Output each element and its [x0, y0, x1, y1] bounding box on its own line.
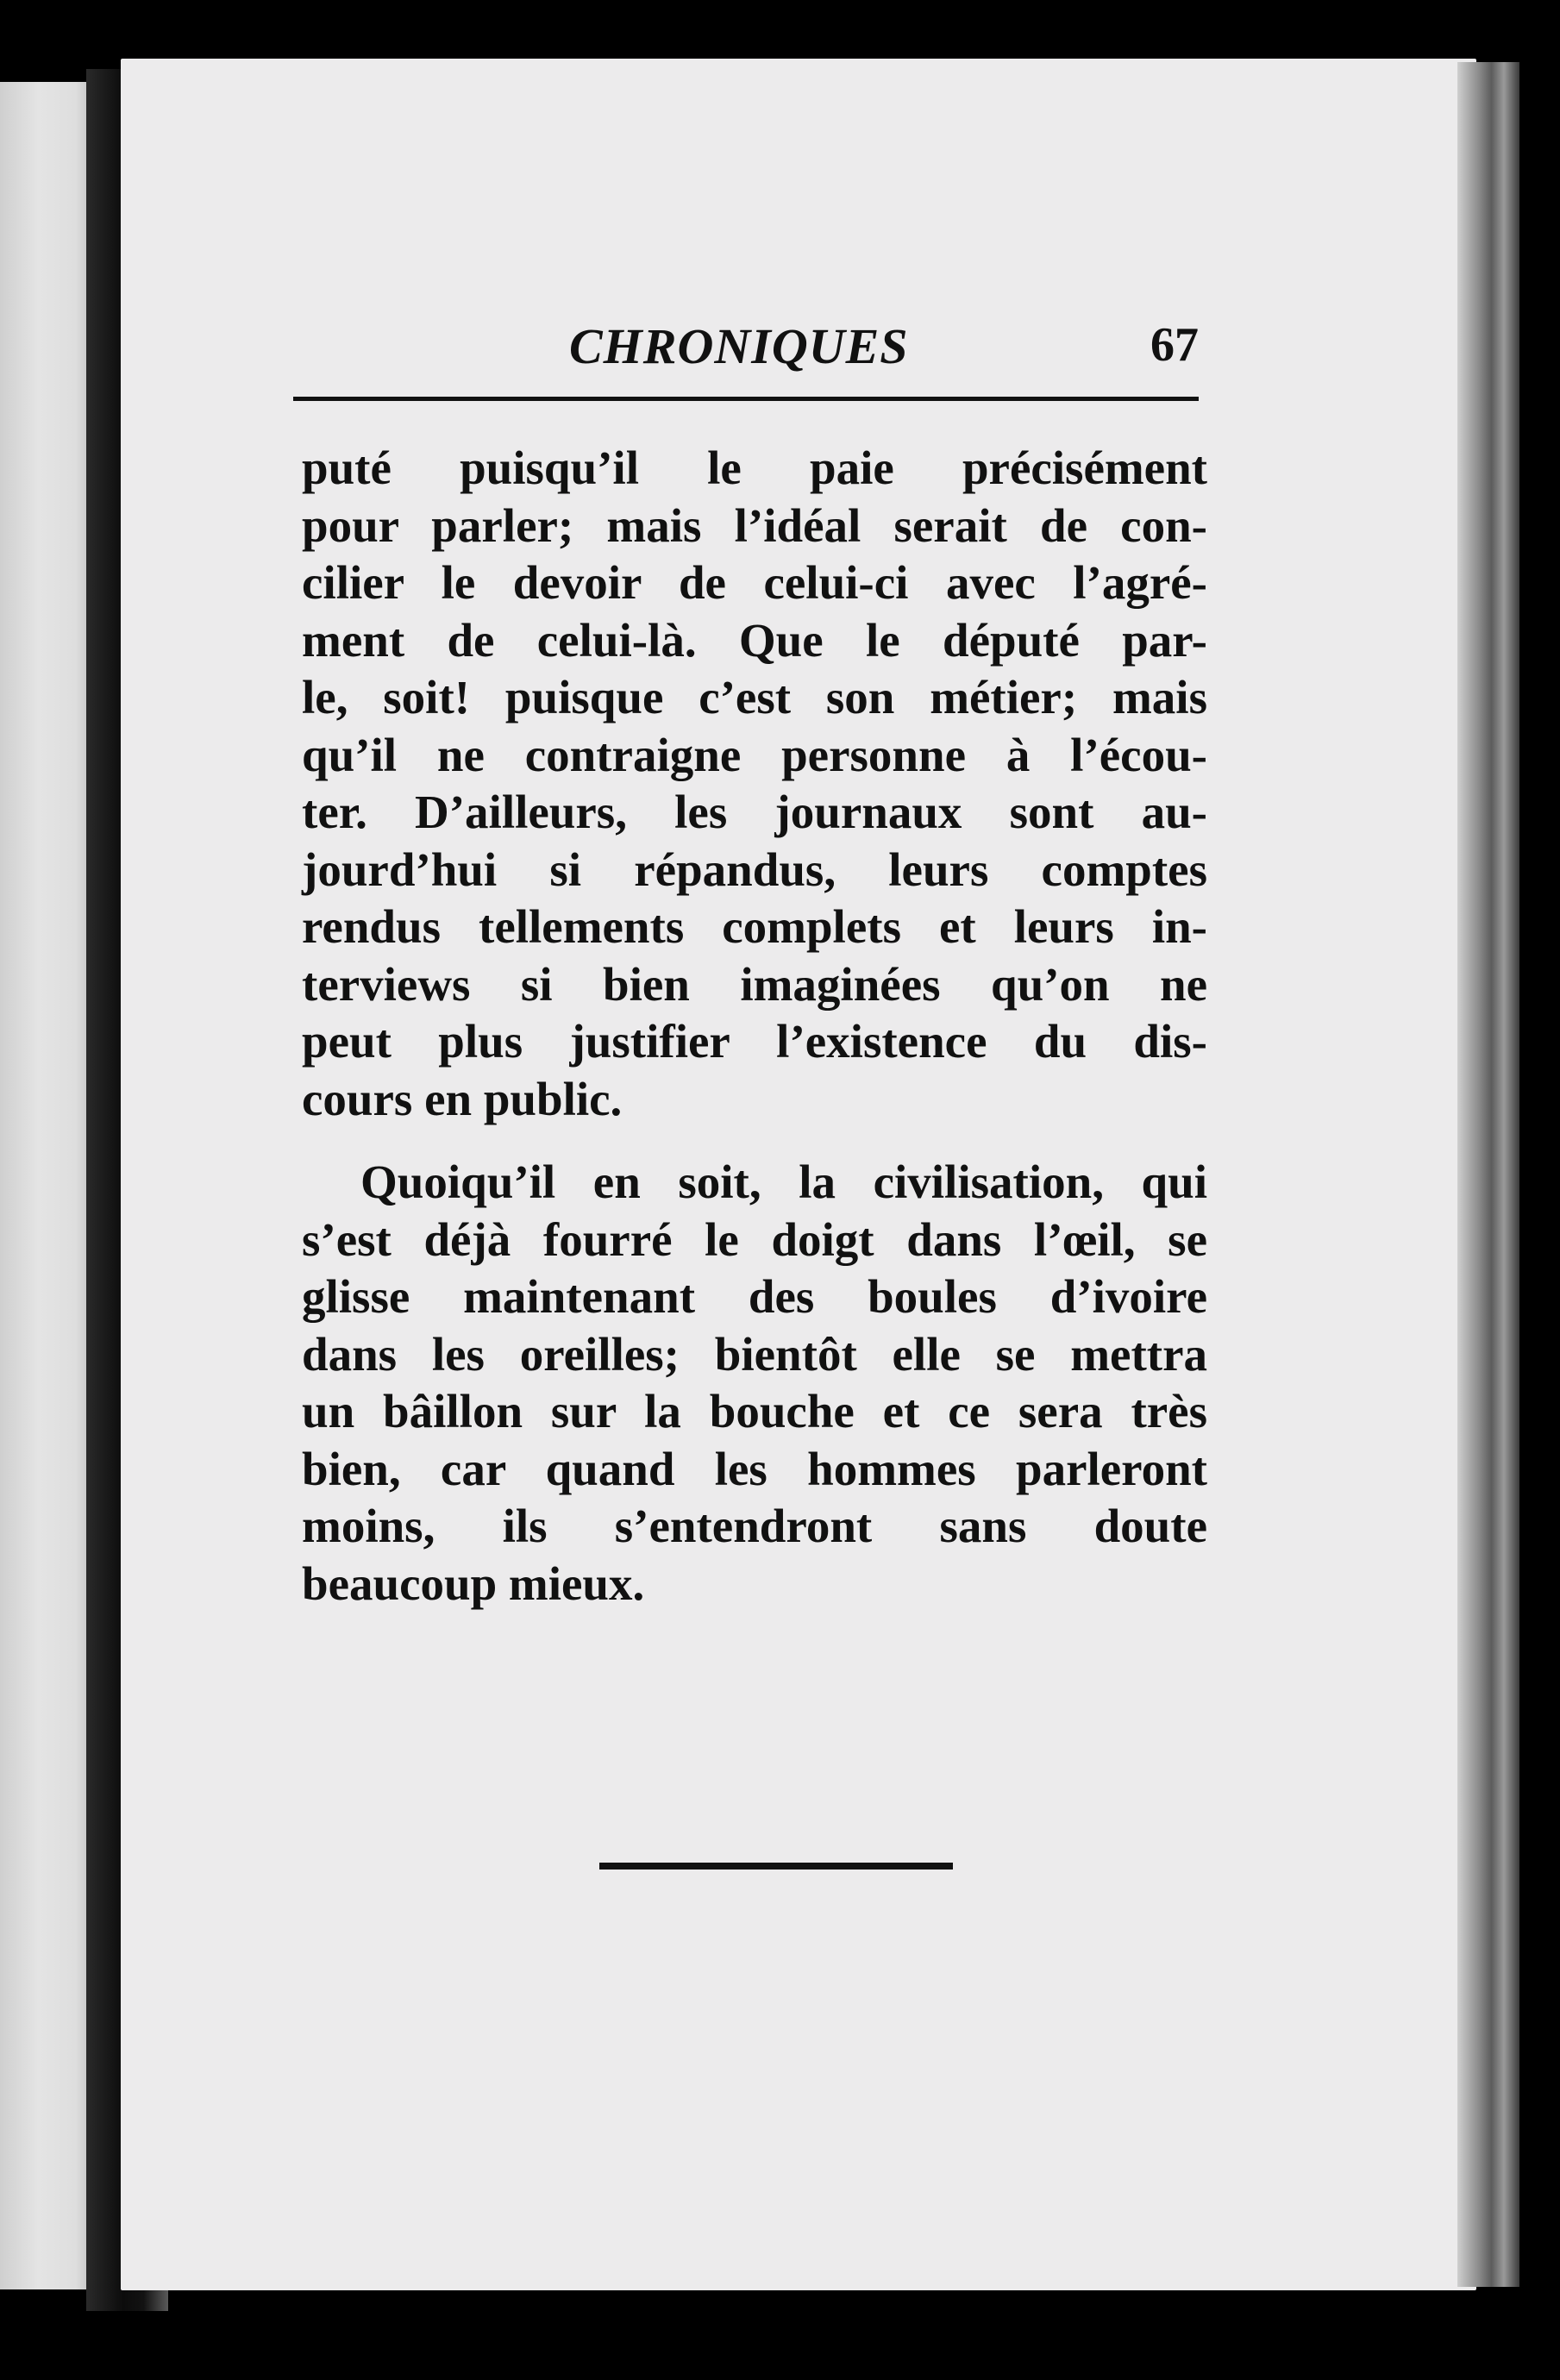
text-line: rendus tellements complets et leurs in-	[302, 900, 1207, 953]
text-line: ment de celui-là. Que le député par-	[302, 613, 1207, 667]
running-head	[293, 317, 1199, 404]
paragraph-2	[302, 1154, 1207, 1613]
left-page-edge	[0, 82, 95, 2289]
text-line: le, soit! puisque c’est son métier; mais	[302, 671, 1207, 723]
text-line: puté puisqu’il le paie précisément	[302, 442, 1207, 494]
section-end-rule	[599, 1863, 953, 1870]
page-stack-edge	[1457, 62, 1519, 2287]
text-line: ter. D’ailleurs, les journaux sont au-	[302, 786, 1207, 838]
text-line: jourd’hui si répandus, leurs comptes	[302, 842, 1207, 896]
body-text	[302, 440, 1207, 1613]
text-line: cours en public.	[302, 1072, 623, 1125]
page-number: 67	[1150, 318, 1199, 372]
running-title: CHRONIQUES	[569, 318, 909, 374]
text-line: glisse maintenant des boules d’ivoire	[302, 1270, 1207, 1323]
text-line: bien, car quand les hommes parleront	[302, 1442, 1207, 1495]
text-line: Quoiqu’il en soit, la civilisation, qui	[360, 1156, 1207, 1208]
text-line: pour parler; mais l’idéal serait de con-	[302, 498, 1207, 552]
text-line: beaucoup mieux.	[302, 1556, 645, 1610]
text-line: qu’il ne contraigne personne à l’écou-	[302, 728, 1207, 781]
text-line: s’est déjà fourré le doigt dans l’œil, se	[302, 1212, 1207, 1266]
text-line: un bâillon sur la bouche et ce sera très	[302, 1385, 1207, 1437]
paragraph-1	[302, 440, 1207, 1128]
header-rule	[293, 397, 1199, 401]
text-line: terviews si bien imaginées qu’on ne	[302, 957, 1207, 1011]
text-line: dans les oreilles; bientôt elle se mettra	[302, 1327, 1207, 1381]
text-line: cilier le devoir de celui-ci avec l’agré-	[302, 556, 1207, 609]
paragraph-spacer	[302, 1128, 1207, 1154]
text-line: peut plus justifier l’existence du dis-	[302, 1015, 1207, 1068]
text-line: moins, ils s’entendront sans doute	[302, 1500, 1207, 1552]
